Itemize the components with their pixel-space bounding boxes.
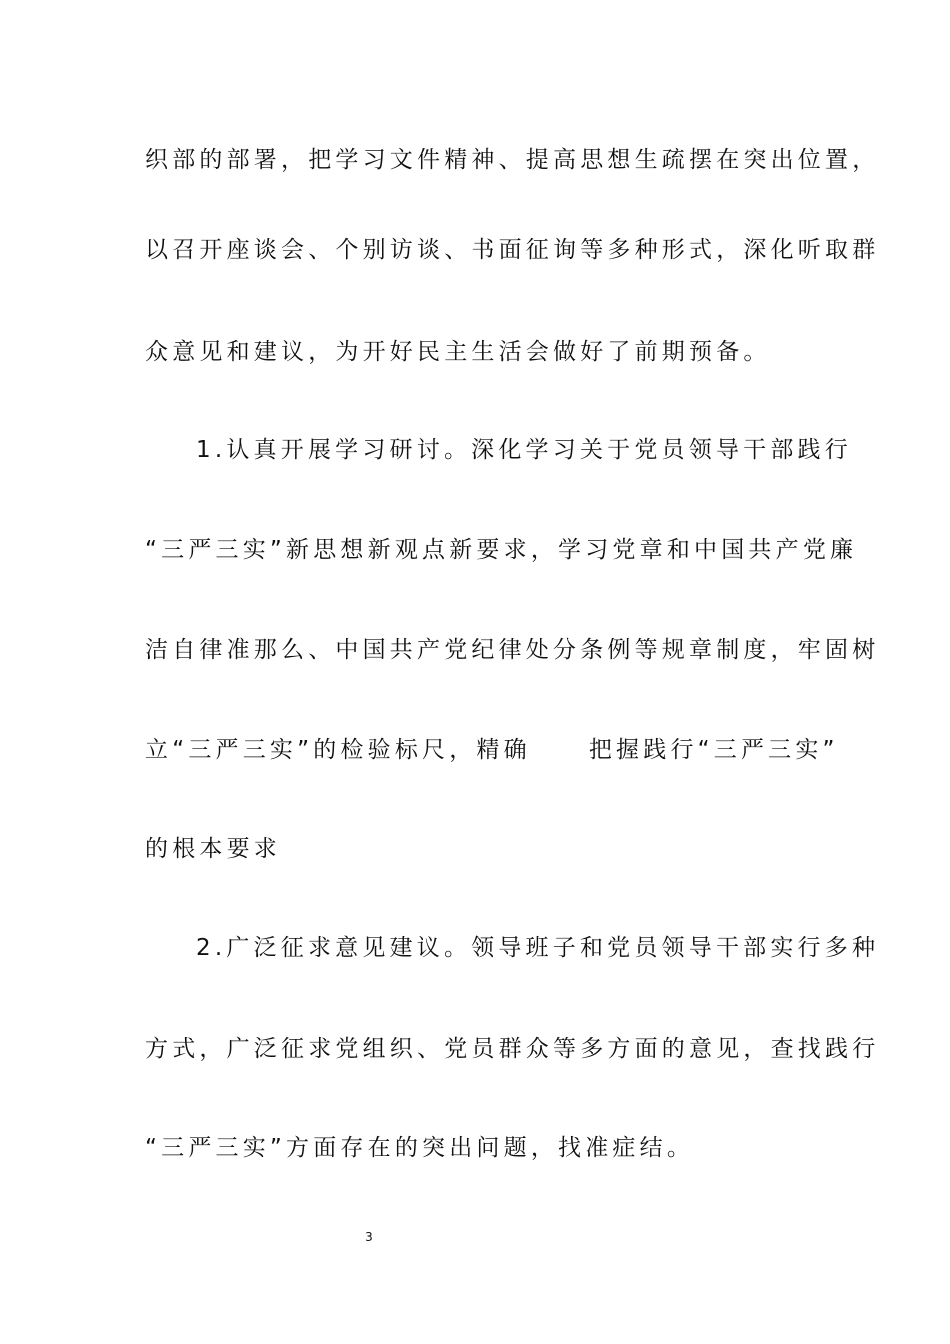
text-line-3: 众意见和建议，为开好民主生活会做好了前期预备。 [145,339,771,365]
text-line-6: 洁自律准那么、中国共产党纪律处分条例等规章制度，牢固树 [145,637,880,663]
text-line-2: 以召开座谈会、个别访谈、书面征询等多种形式，深化听取群 [145,237,880,263]
text-line-5: “三严三实”新思想新观点新要求，学习党章和中国共产党廉 [145,537,858,563]
text-line-8: 的根本要求 [145,836,281,862]
text-line-10: 方式，广泛征求党组织、党员群众等多方面的意见，查找践行 [145,1036,880,1062]
text-line-11: “三严三实”方面存在的突出问题，找准症结。 [145,1135,695,1161]
text-line-1: 织部的部署，把学习文件精神、提高思想生疏摆在突出位置， [145,147,880,173]
text-line-7-part-2: 把握践行“三严三实” [588,737,839,763]
text-line-9: 2.广泛征求意见建议。领导班子和党员领导干部实行多种 [196,935,880,961]
page-number: 3 [365,1230,373,1244]
text-line-7 [145,733,839,767]
text-line-7-part-1: 立“三严三实”的检验标尺，精确 [145,737,531,763]
text-line-4: 1.认真开展学习研讨。深化学习关于党员领导干部践行 [196,437,852,463]
